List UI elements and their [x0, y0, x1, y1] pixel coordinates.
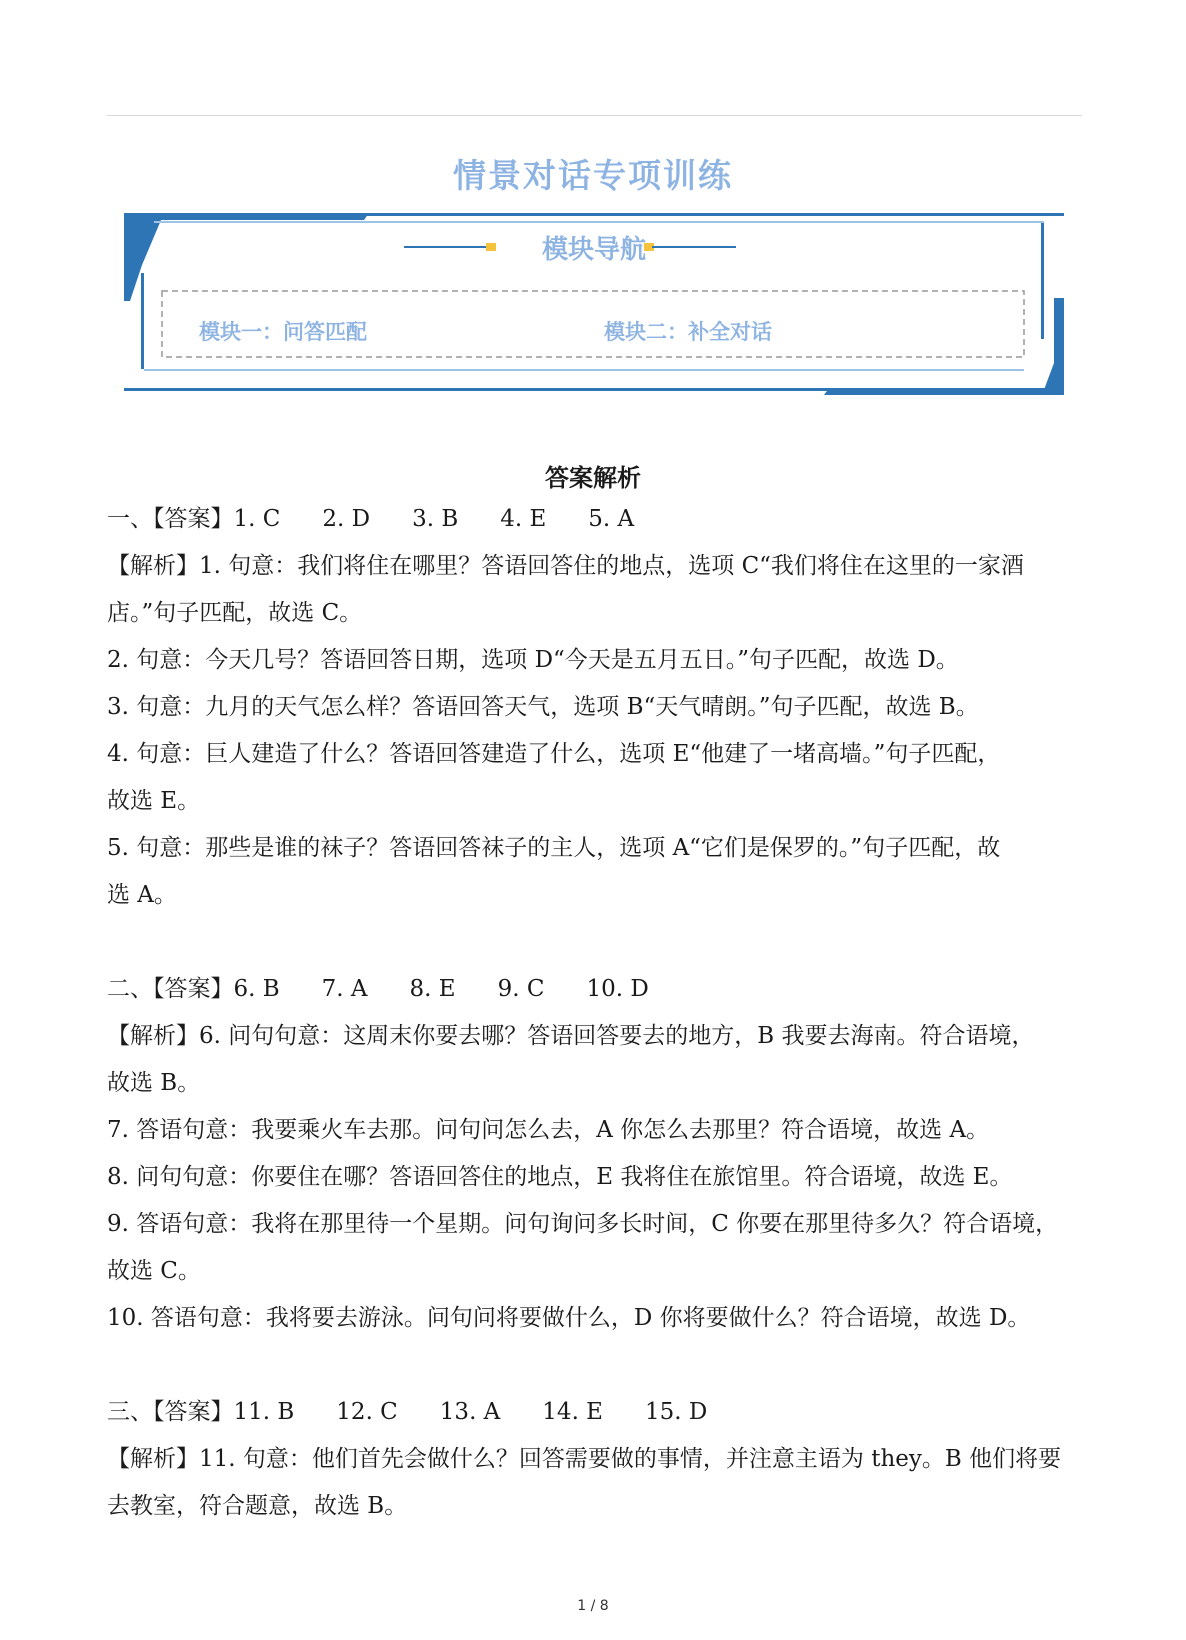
answer-item: 6. B	[233, 976, 280, 1002]
answer-item: 12. C	[336, 1399, 398, 1425]
answer-item: 5. A	[588, 506, 635, 532]
module-navigation-title: 模块导航	[541, 235, 646, 265]
answer-item: 8. E	[409, 976, 456, 1002]
answer-item: 11. B	[233, 1399, 295, 1425]
module-1-link[interactable]: 模块一：问答匹配	[199, 320, 367, 344]
answer-prefix: 二、【答案】	[107, 976, 234, 1002]
answer-item: 15. D	[644, 1399, 708, 1425]
analysis-line: 8. 问句句意：你要住在哪？答语回答住的地点，E 我将住在旅馆里。符合语境，故选 E。	[107, 1164, 1013, 1190]
analysis-line: 故选 C。	[107, 1258, 201, 1284]
answer-item: 1. C	[233, 506, 281, 532]
analysis-line: 3. 句意：九月的天气怎么样？答语回答天气，选项 B“天气晴朗。”句子匹配，故选 B。	[107, 694, 979, 720]
page-number: 1 / 8	[577, 1598, 609, 1614]
answer-content	[107, 496, 1082, 1530]
analysis-line: 故选 B。	[107, 1070, 201, 1096]
answer-analysis-heading: 答案解析	[545, 463, 641, 492]
answer-prefix: 一、【答案】	[107, 506, 234, 532]
answer-line	[107, 496, 1082, 543]
analysis-line: 7. 答语句意：我要乘火车去那。问句问怎么去，A 你怎么去那里？符合语境，故选 A。	[107, 1117, 990, 1143]
answer-item: 9. C	[497, 976, 545, 1002]
analysis-line: 店。”句子匹配，故选 C。	[107, 600, 363, 626]
module-navigation-banner	[124, 213, 1064, 395]
analysis-line: 9. 答语句意：我将在那里待一个星期。问句询问多长时间，C 你要在那里待多久？符合语境，	[107, 1211, 1059, 1237]
analysis-line: 5. 句意：那些是谁的袜子？答语回答袜子的主人，选项 A“它们是保罗的。”句子匹配，故	[107, 835, 1001, 861]
analysis-line: 10. 答语句意：我将要去游泳。问句问将要做什么，D 你将要做什么？符合语境，故选 D。	[107, 1305, 1031, 1331]
analysis-line: 【解析】11. 句意：他们首先会做什么？回答需要做的事情，并注意主语为 they。B 他们将要	[107, 1446, 1062, 1472]
analysis-line: 4. 句意：巨人建造了什么？答语回答建造了什么，选项 E“他建了一堵高墙。”句子匹配，	[107, 741, 1001, 767]
analysis-line: 去教室，符合题意，故选 B。	[107, 1493, 408, 1519]
answer-item: 7. A	[321, 976, 368, 1002]
answer-item: 3. B	[412, 506, 459, 532]
answer-item: 10. D	[586, 976, 649, 1002]
answer-item: 13. A	[439, 1399, 501, 1425]
answer-item: 2. D	[322, 506, 371, 532]
analysis-line: 故选 E。	[107, 788, 201, 814]
document-title: 情景对话专项训练	[453, 156, 733, 195]
answer-item: 14. E	[542, 1399, 603, 1425]
analysis-line: 【解析】6. 问句句意：这周末你要去哪？答语回答要去的地方，B 我要去海南。符合语境，	[107, 1023, 1035, 1049]
answer-line	[107, 966, 1082, 1013]
analysis-line: 【解析】1. 句意：我们将住在哪里？答语回答住的地点，选项 C“我们将住在这里的一家酒	[107, 553, 1024, 579]
analysis-line: 选 A。	[107, 882, 177, 908]
header-rule	[107, 115, 1082, 116]
answer-prefix: 三、【答案】	[107, 1399, 234, 1425]
analysis-line: 2. 句意：今天几号？答语回答日期，选项 D“今天是五月五日。”句子匹配，故选 D。	[107, 647, 959, 673]
answer-line	[107, 1389, 1082, 1436]
answer-item: 4. E	[500, 506, 547, 532]
module-2-link[interactable]: 模块二：补全对话	[604, 320, 772, 344]
